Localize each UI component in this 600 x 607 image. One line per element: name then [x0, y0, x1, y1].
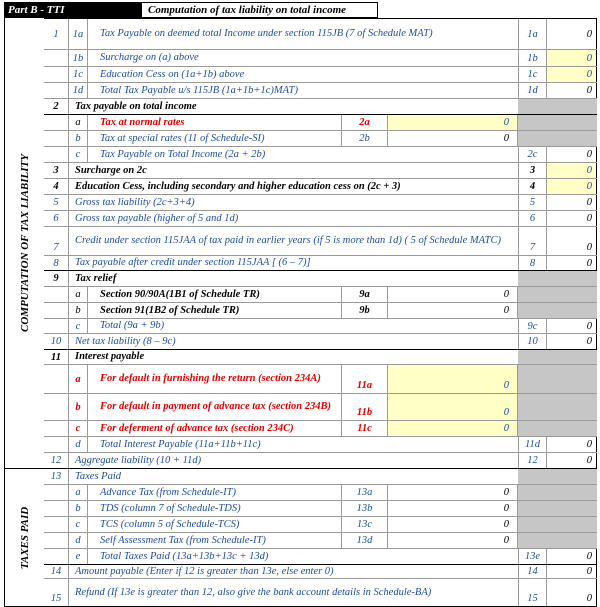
amount-input[interactable]: 0: [388, 394, 518, 420]
row-description: Refund (If 13e is greater than 12, also give the bank account details in Schedule-BA): [75, 586, 432, 598]
line-number: [44, 83, 69, 98]
row-description: Tax Payable on Total Income (2a + 2b): [100, 148, 266, 160]
amount-field[interactable]: 0: [547, 565, 597, 578]
form-title: Computation of tax liability on total income: [141, 2, 378, 18]
row-2: [44, 99, 597, 115]
row-key: 5: [518, 195, 547, 210]
line-number: 10: [44, 334, 69, 349]
row-key: 1b: [518, 50, 547, 66]
sub-label: a: [69, 115, 88, 130]
row-10: [44, 334, 597, 350]
line-number: [44, 287, 69, 302]
amount-field[interactable]: 0: [547, 195, 597, 210]
row-description: Tax at normal rates: [100, 116, 185, 128]
sub-label: c: [69, 147, 88, 162]
row-key: 1a: [518, 19, 547, 49]
row-key: 11c: [341, 421, 388, 436]
row-key: 3: [518, 163, 547, 178]
line-number: [44, 485, 69, 500]
line-number: [44, 517, 69, 532]
sub-label: 1b: [69, 50, 88, 66]
shaded-cell: [518, 365, 597, 393]
line-number: [44, 115, 69, 130]
row-description: Advance Tax (from Schedule-IT): [100, 486, 236, 498]
shaded-cell: [518, 271, 597, 286]
shaded-cell: [518, 99, 597, 114]
row-description: Education Cess, including secondary and higher education cess on (2c + 3): [75, 180, 401, 192]
row-9: [44, 271, 597, 287]
row-key: 11a: [341, 365, 388, 393]
row-2a: [44, 115, 597, 131]
sub-label: a: [69, 365, 88, 393]
row-11: [44, 350, 597, 365]
row-key: 13b: [341, 501, 388, 516]
sub-label: d: [69, 533, 88, 548]
row-description: Total Taxes Paid (13a+13b+13c + 13d): [100, 550, 269, 562]
row-15: [44, 579, 597, 607]
row-9c: [44, 319, 597, 334]
row-13b: [44, 501, 597, 517]
line-number: 8: [44, 256, 69, 270]
row-description: TDS (column 7 of Schedule-TDS): [100, 502, 241, 514]
line-number: [44, 437, 69, 452]
line-number: 14: [44, 565, 69, 578]
row-key: 6: [518, 211, 547, 226]
amount-field[interactable]: 0: [547, 549, 597, 564]
line-number: 15: [44, 579, 69, 606]
amount-field[interactable]: 0: [547, 579, 597, 606]
line-number: 6: [44, 211, 69, 226]
row-description: Gross tax payable (higher of 5 and 1d): [75, 212, 239, 224]
row-1c: [44, 67, 597, 83]
amount-input[interactable]: 0: [547, 163, 597, 178]
line-number: 13: [44, 469, 69, 484]
row-description: Surcharge on 2c: [75, 164, 147, 176]
amount-input[interactable]: 0: [388, 115, 518, 130]
row-description: TCS (column 5 of Schedule-TCS): [100, 518, 240, 530]
section-computation-label: COMPUTATION OF TAX LIABILITY: [18, 154, 31, 332]
shaded-cell: [518, 469, 597, 484]
shaded-cell: [518, 421, 597, 436]
row-description: Net tax liability (8 – 9c): [75, 335, 176, 347]
row-6: [44, 211, 597, 227]
row-description: Surcharge on (a) above: [100, 52, 199, 63]
row-description: Tax at special rates (11 of Schedule-SI): [100, 132, 265, 144]
amount-input[interactable]: 0: [547, 179, 597, 194]
line-number: [44, 533, 69, 548]
line-number: [44, 67, 69, 82]
shaded-cell: [518, 287, 597, 302]
sub-label: e: [69, 549, 88, 564]
row-description: Amount payable (Enter if 12 is greater than 13e, else enter 0): [75, 565, 334, 577]
row-key: 1c: [518, 67, 547, 82]
amount-field[interactable]: 0: [388, 131, 518, 146]
row-description: Total Interest Payable (11a+11b+11c): [100, 438, 261, 450]
row-13c: [44, 517, 597, 533]
amount-input[interactable]: 0: [388, 365, 518, 393]
row-9a: [44, 287, 597, 303]
sub-label: b: [69, 501, 88, 516]
section-computation: [4, 18, 44, 469]
row-11d: [44, 437, 597, 453]
line-number: [44, 365, 69, 393]
row-description: Education Cess on (1a+1b) above: [100, 68, 245, 80]
row-13d: [44, 533, 597, 549]
amount-field[interactable]: 0: [547, 453, 597, 468]
row-11b: [44, 394, 597, 421]
amount-field[interactable]: 0: [547, 256, 597, 270]
amount-field[interactable]: 0: [547, 334, 597, 349]
shaded-cell: [518, 394, 597, 420]
row-4: [44, 179, 597, 195]
row-heading: Interest payable: [75, 351, 145, 362]
amount-field[interactable]: 0: [547, 211, 597, 226]
sub-label: c: [69, 517, 88, 532]
amount-field[interactable]: 0: [547, 147, 597, 162]
shaded-cell: [518, 533, 597, 548]
row-description: Section 90/90A(1B1 of Schedule TR): [100, 288, 260, 300]
shaded-cell: [518, 517, 597, 532]
line-number: 1: [44, 19, 69, 49]
sub-label: b: [69, 131, 88, 146]
row-key: 12: [518, 453, 547, 468]
amount-field[interactable]: 0: [388, 485, 518, 500]
line-number: 2: [44, 99, 69, 114]
row-description: Self Assessment Tax (from Schedule-IT): [100, 534, 266, 546]
sub-label: d: [69, 437, 88, 452]
line-number: 12: [44, 453, 69, 468]
sub-label: b: [69, 394, 88, 420]
line-number: 7: [44, 227, 69, 255]
line-number: 5: [44, 195, 69, 210]
row-key: 2a: [341, 115, 388, 130]
row-description: Tax payable after credit under section 115JAA [ (6 – 7)]: [75, 257, 311, 268]
sub-label: 1d: [69, 83, 88, 98]
sub-label: b: [69, 303, 88, 318]
line-number: 11: [44, 350, 69, 364]
row-key: 13d: [341, 533, 388, 548]
row-key: 8: [518, 256, 547, 270]
row-key: 10: [518, 334, 547, 349]
row-key: 13e: [518, 549, 547, 564]
amount-field[interactable]: 0: [547, 227, 597, 255]
line-number: [44, 421, 69, 436]
line-number: 9: [44, 271, 69, 286]
line-number: 3: [44, 163, 69, 178]
row-8: [44, 256, 597, 271]
row-key: 14: [518, 565, 547, 578]
row-11c: [44, 421, 597, 437]
row-key: 7: [518, 227, 547, 255]
shaded-cell: [518, 350, 597, 364]
part-label: Part B - TTI: [4, 2, 141, 18]
sub-label: 1a: [69, 19, 88, 49]
line-number: [44, 50, 69, 66]
row-description: Total Tax Payable u/s 115JB (1a+1b+1c)MAT): [100, 84, 299, 96]
row-heading: Tax payable on total income: [75, 100, 197, 112]
amount-field[interactable]: 0: [547, 319, 597, 333]
row-2b: [44, 131, 597, 147]
amount-input[interactable]: 0: [388, 421, 518, 436]
row-key: 2b: [341, 131, 388, 146]
shaded-cell: [518, 131, 597, 146]
row-1b: [44, 50, 597, 67]
sub-label: c: [69, 421, 88, 436]
row-key: 2c: [518, 147, 547, 162]
row-key: 9a: [341, 287, 388, 302]
row-14: [44, 565, 597, 579]
section-taxes-paid-label: TAXES PAID: [18, 506, 31, 569]
row-11a: [44, 365, 597, 394]
line-number: [44, 303, 69, 318]
row-key: 13c: [341, 517, 388, 532]
shaded-cell: [518, 501, 597, 516]
row-13: [44, 469, 597, 485]
shaded-cell: [518, 303, 597, 318]
amount-field[interactable]: 0: [547, 83, 597, 98]
row-description: Section 91(1B2 of Schedule TR): [100, 304, 240, 316]
row-7: [44, 227, 597, 256]
row-key: 1d: [518, 83, 547, 98]
amount-field[interactable]: 0: [388, 517, 518, 532]
row-key: 9c: [518, 319, 547, 333]
row-description: For deferment of advance tax (section 234C): [100, 422, 294, 434]
row-description: Gross tax liability (2c+3+4): [75, 196, 195, 208]
amount-field[interactable]: 0: [388, 501, 518, 516]
line-number: [44, 549, 69, 564]
row-description: Tax Payable on deemed total Income under section 115JB (7 of Schedule MAT): [100, 28, 433, 39]
sub-label: a: [69, 287, 88, 302]
shaded-cell: [518, 485, 597, 500]
amount-field[interactable]: 0: [388, 287, 518, 302]
line-number: [44, 131, 69, 146]
row-1a: [44, 18, 597, 50]
row-12: [44, 453, 597, 469]
amount-field[interactable]: 0: [388, 533, 518, 548]
row-description: Aggregate liability (10 + 11d): [75, 454, 202, 466]
row-9b: [44, 303, 597, 319]
row-key: 13a: [341, 485, 388, 500]
row-key: 11b: [341, 394, 388, 420]
sub-label: c: [69, 319, 88, 333]
row-3: [44, 163, 597, 179]
row-5: [44, 195, 597, 211]
amount-field[interactable]: 0: [388, 303, 518, 318]
row-13e: [44, 549, 597, 565]
shaded-cell: [518, 115, 597, 130]
sub-label: a: [69, 485, 88, 500]
line-number: [44, 394, 69, 420]
sub-label: 1c: [69, 67, 88, 82]
amount-input[interactable]: 0: [547, 67, 597, 82]
row-2c: [44, 147, 597, 163]
line-number: [44, 147, 69, 162]
row-key: 15: [518, 579, 547, 606]
section-taxes-paid: [4, 469, 44, 607]
row-heading: Tax relief: [75, 272, 117, 284]
row-13a: [44, 485, 597, 501]
amount-input[interactable]: 0: [547, 50, 597, 66]
amount-field[interactable]: 0: [547, 437, 597, 452]
row-description: Total (9a + 9b): [100, 320, 165, 331]
amount-field[interactable]: 0: [547, 19, 597, 49]
line-number: 4: [44, 179, 69, 194]
row-description: Credit under section 115JAA of tax paid in earlier years (if 5 is more than 1d) ( 5 of Schedule MATC): [75, 235, 501, 246]
row-key: 4: [518, 179, 547, 194]
row-key: 9b: [341, 303, 388, 318]
row-description: For default in payment of advance tax (section 234B): [100, 401, 331, 412]
row-description: For default in furnishing the return (section 234A): [100, 373, 321, 384]
row-key: 11d: [518, 437, 547, 452]
row-heading: Taxes Paid: [75, 470, 121, 482]
line-number: [44, 501, 69, 516]
row-1d: [44, 83, 597, 99]
line-number: [44, 319, 69, 333]
